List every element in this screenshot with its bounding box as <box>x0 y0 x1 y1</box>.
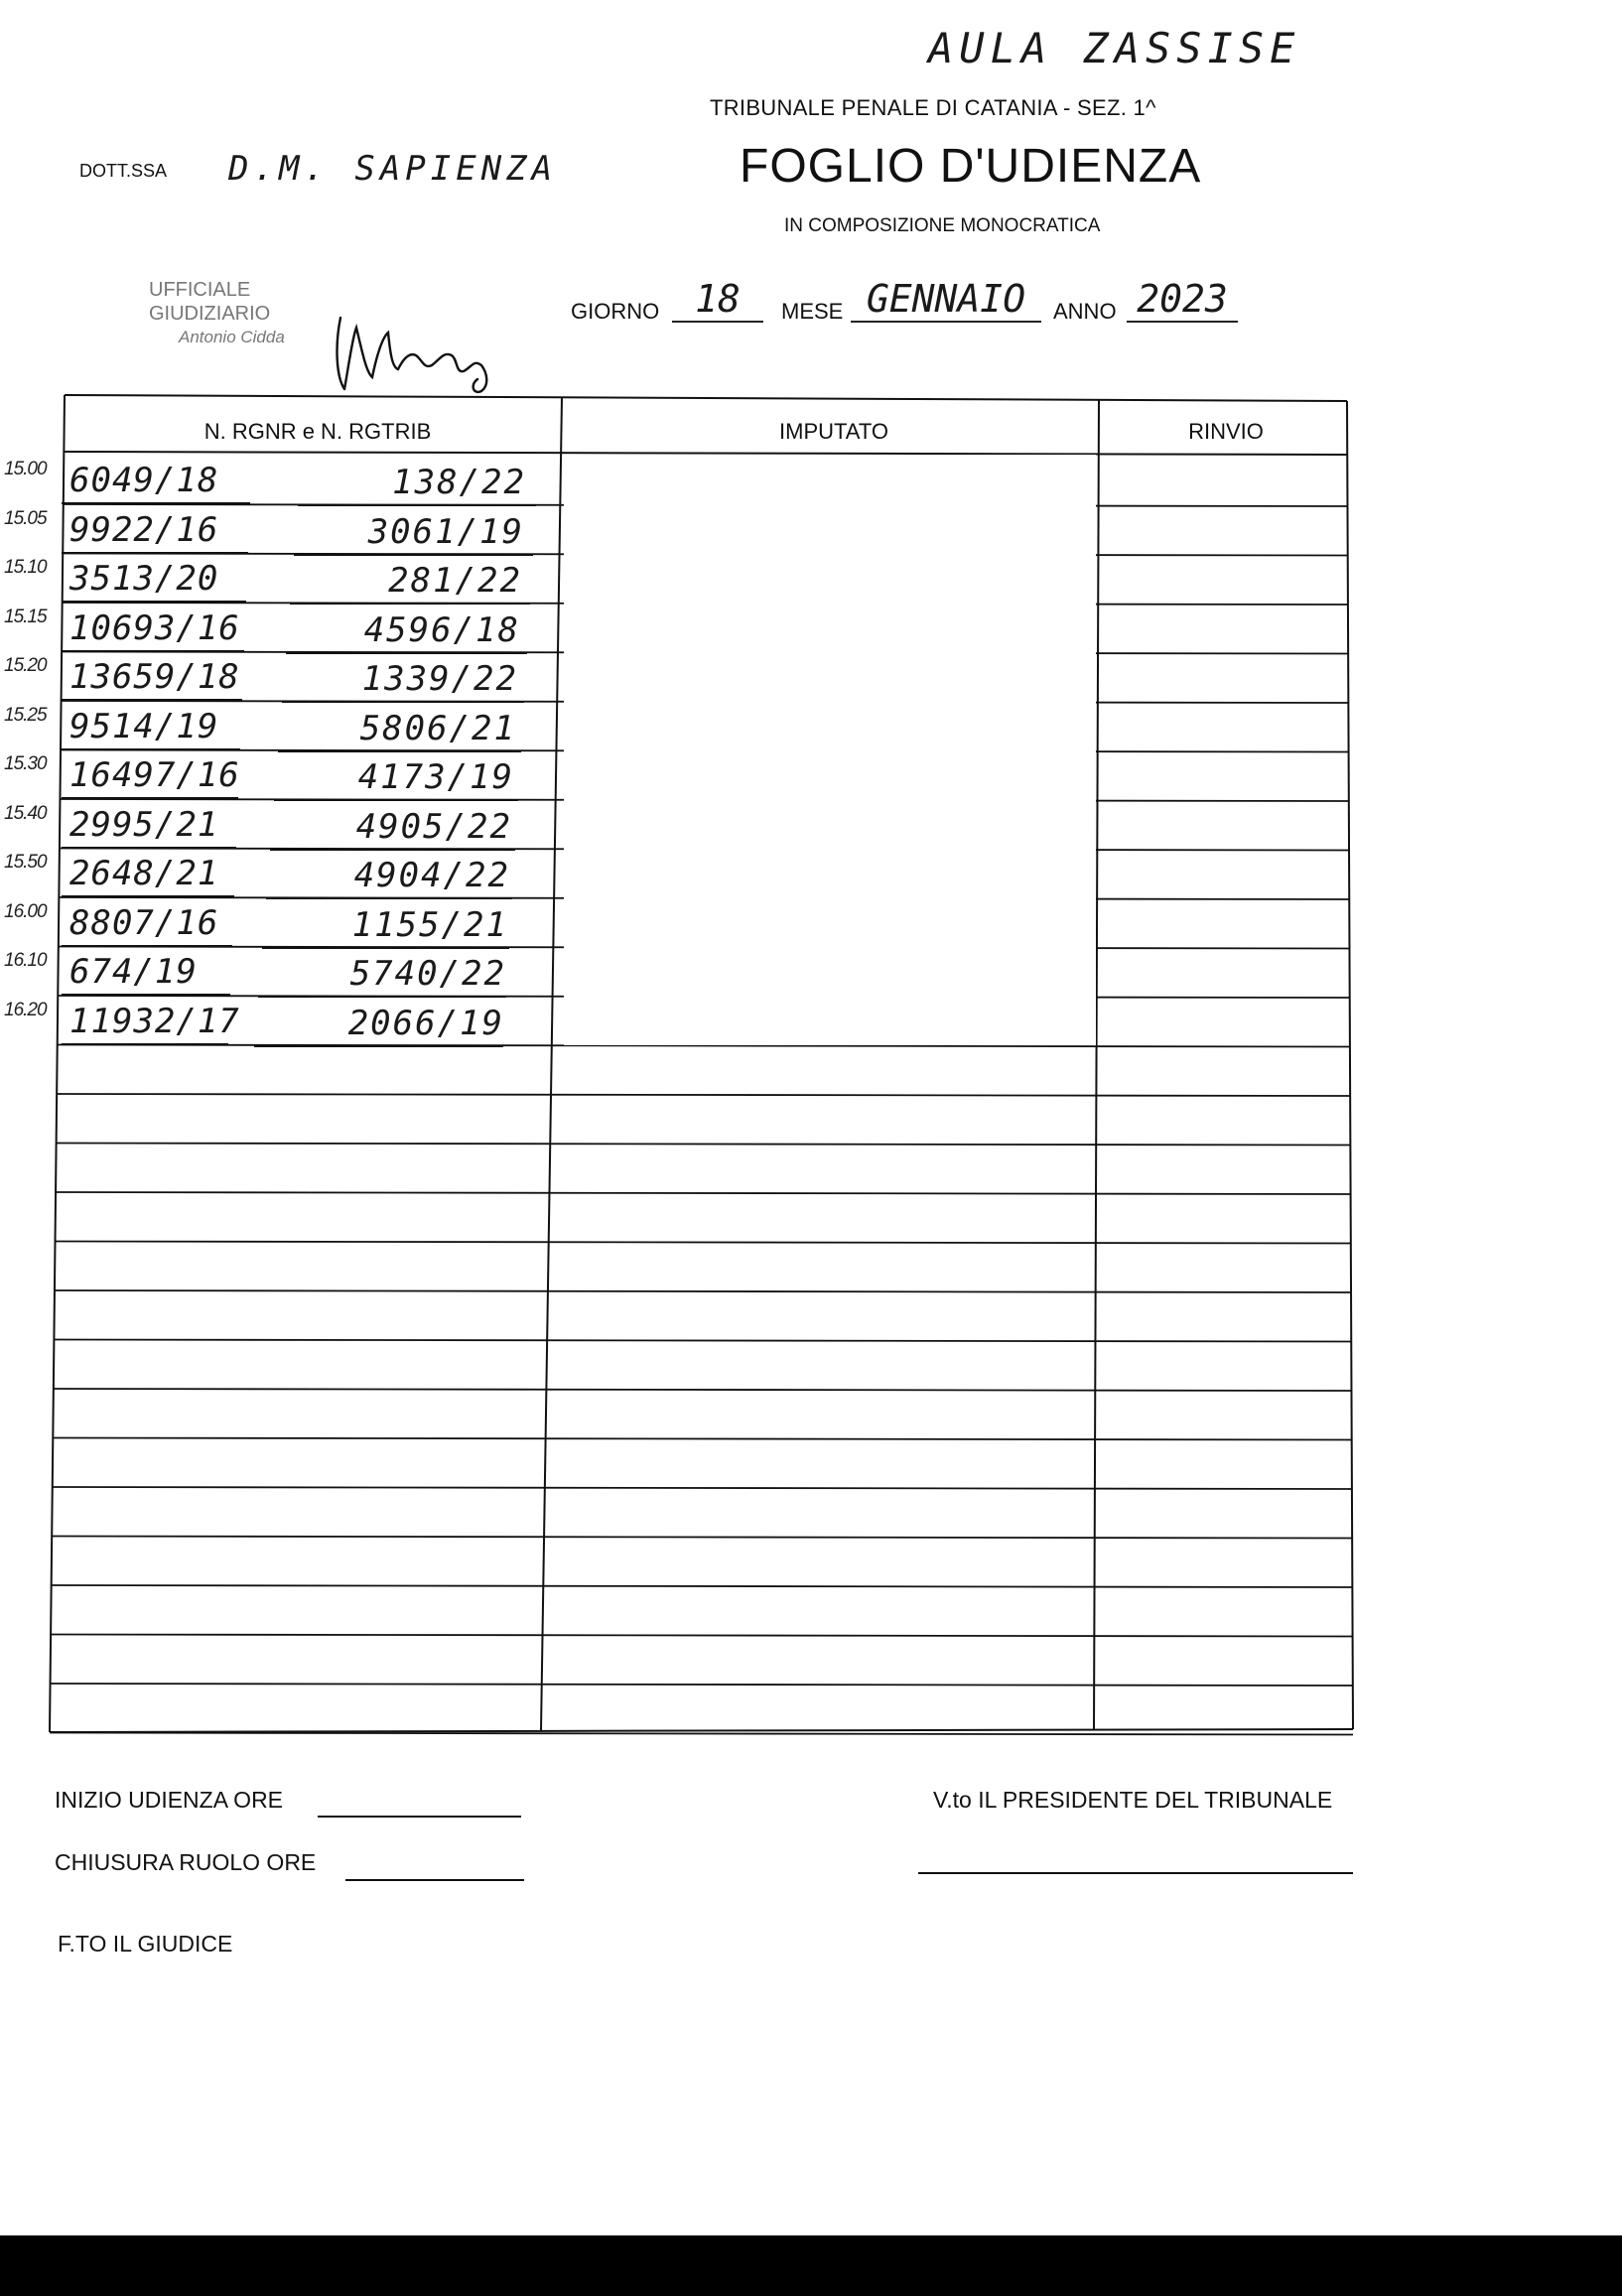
stamp-line-1: UFFICIALE GIUDIZIARIO <box>149 279 271 325</box>
court-name: TRIBUNALE PENALE DI CATANIA - SEZ. 1^ <box>710 95 1156 120</box>
table-row-line <box>63 554 1348 556</box>
row-rgtrib: 138/22 <box>392 463 526 502</box>
stamp-line-2: Antonio Cidda <box>179 328 285 346</box>
giorno-label: GIORNO <box>571 299 660 324</box>
page-subtitle: IN COMPOSIZIONE MONOCRATICA <box>784 215 1101 236</box>
row-time: 15.25 <box>4 704 47 726</box>
table-row-line <box>54 1389 1352 1391</box>
row-time: 15.50 <box>4 852 47 873</box>
judge-name: D.M. SAPIENZA <box>228 149 558 189</box>
row-rgtrib: 1155/21 <box>351 904 508 945</box>
giorno-value: 18 <box>672 277 763 323</box>
row-rgtrib: 4904/22 <box>353 856 510 895</box>
rgnr-underline <box>62 601 246 603</box>
table-row-line <box>53 1487 1352 1489</box>
row-time: 15.15 <box>4 606 47 627</box>
row-rgnr: 13659/18 <box>69 657 240 697</box>
row-rgtrib: 4173/19 <box>357 757 514 797</box>
rgtrib-underline <box>290 603 530 605</box>
inizio-udienza-label: INIZIO UDIENZA ORE <box>55 1787 284 1813</box>
row-rgtrib: 4905/22 <box>355 806 512 847</box>
rgnr-underline <box>62 847 236 849</box>
chiusura-ruolo-label: CHIUSURA RUOLO ORE <box>55 1849 317 1875</box>
rgtrib-underline <box>274 799 518 801</box>
rgnr-underline <box>62 552 248 554</box>
table-row-line <box>57 1144 1351 1146</box>
aula-note: AULA ZASSISE <box>928 24 1301 72</box>
table-row-line <box>51 1635 1352 1637</box>
visto-presidente-label: V.to IL PRESIDENTE DEL TRIBUNALE <box>933 1787 1333 1813</box>
row-rgnr: 3513/20 <box>69 559 219 599</box>
row-rgnr: 9922/16 <box>69 509 219 550</box>
row-rgtrib: 2066/19 <box>347 1003 504 1043</box>
row-rgtrib: 1339/22 <box>361 659 518 699</box>
row-rgtrib: 5806/21 <box>359 708 516 748</box>
rgtrib-underline <box>278 750 521 752</box>
row-rgnr: 16497/16 <box>69 755 240 795</box>
table-row-line <box>55 1340 1352 1342</box>
rgtrib-underline <box>262 947 509 949</box>
table-row-line <box>52 1537 1352 1539</box>
row-rgnr: 11932/17 <box>69 1001 240 1041</box>
rgnr-underline <box>62 945 232 947</box>
row-rgtrib: 281/22 <box>388 561 522 601</box>
row-rgnr: 674/19 <box>69 952 198 992</box>
rgnr-underline <box>62 502 250 504</box>
table-row-line <box>55 1290 1351 1292</box>
table-row-line <box>61 750 1349 752</box>
visto-presidente-line <box>918 1872 1353 1874</box>
chiusura-ruolo-line <box>345 1879 524 1881</box>
rgnr-underline <box>62 895 234 897</box>
table-row-line <box>62 701 1349 703</box>
mese-label: MESE <box>781 299 844 324</box>
signature-mark <box>333 308 511 397</box>
row-rgnr: 6049/18 <box>69 461 219 500</box>
row-rgtrib: 5740/22 <box>349 954 506 994</box>
official-stamp <box>149 278 357 357</box>
table-row-line <box>52 1585 1353 1587</box>
rgtrib-underline <box>266 897 512 899</box>
rgnr-underline <box>62 994 230 996</box>
table-row-line <box>59 947 1350 949</box>
table-row-line <box>50 1733 1353 1735</box>
row-rgtrib: 3061/19 <box>367 511 524 552</box>
row-time: 15.30 <box>4 753 47 774</box>
table-row-line <box>61 799 1350 801</box>
scan-bottom-bar <box>0 2235 1622 2296</box>
col-header-imputato: IMPUTATO <box>779 419 888 444</box>
rgtrib-underline <box>254 1045 503 1047</box>
rgtrib-underline <box>298 504 536 506</box>
col-header-rinvio: RINVIO <box>1188 419 1264 444</box>
col-header-rgnr: N. RGNR e N. RGTRIB <box>203 419 432 444</box>
rgtrib-underline <box>270 849 515 851</box>
rgnr-underline <box>62 748 240 750</box>
row-time: 16.20 <box>4 999 47 1020</box>
table-row-line <box>54 1438 1352 1440</box>
row-time: 15.40 <box>4 802 47 824</box>
table-row-line <box>57 1094 1350 1096</box>
table-row-line <box>51 1684 1353 1686</box>
rgnr-underline <box>62 650 244 652</box>
rgnr-underline <box>62 699 242 701</box>
row-time: 16.00 <box>4 900 47 922</box>
inizio-udienza-line <box>318 1816 521 1818</box>
table-row-line <box>56 1192 1351 1194</box>
table-row-line <box>63 603 1349 605</box>
row-rgnr: 9514/19 <box>69 706 219 746</box>
row-rgnr: 10693/16 <box>69 608 240 648</box>
table-row-line <box>56 1242 1351 1244</box>
table-row-line <box>62 652 1348 654</box>
rgnr-underline <box>62 797 238 799</box>
judge-label: DOTT.SSA <box>79 161 168 181</box>
row-time: 15.20 <box>4 655 47 676</box>
rgtrib-underline <box>286 652 527 654</box>
table-row-line <box>59 996 1351 998</box>
row-rgtrib: 4596/18 <box>363 609 520 650</box>
rgtrib-underline <box>294 554 533 556</box>
table-row-line <box>60 849 1349 851</box>
rgtrib-underline <box>282 701 524 703</box>
row-rgnr: 2995/21 <box>69 804 219 845</box>
table-row-line <box>64 504 1348 506</box>
rgnr-underline <box>62 1043 228 1045</box>
anno-label: ANNO <box>1053 299 1117 324</box>
rgtrib-underline <box>258 996 506 998</box>
row-time: 16.10 <box>4 950 47 971</box>
table-row-line <box>58 1045 1350 1047</box>
row-rgnr: 8807/16 <box>69 902 219 943</box>
fto-giudice-label: F.TO IL GIUDICE <box>58 1931 233 1957</box>
page-title: FOGLIO D'UDIENZA <box>740 140 1202 193</box>
row-time: 15.00 <box>4 459 47 479</box>
row-rgnr: 2648/21 <box>69 854 219 893</box>
row-time: 15.05 <box>4 507 47 529</box>
table-row-line <box>60 897 1350 899</box>
row-time: 15.10 <box>4 557 47 578</box>
anno-value: 2023 <box>1127 277 1238 323</box>
mese-value: GENNAIO <box>851 277 1041 323</box>
